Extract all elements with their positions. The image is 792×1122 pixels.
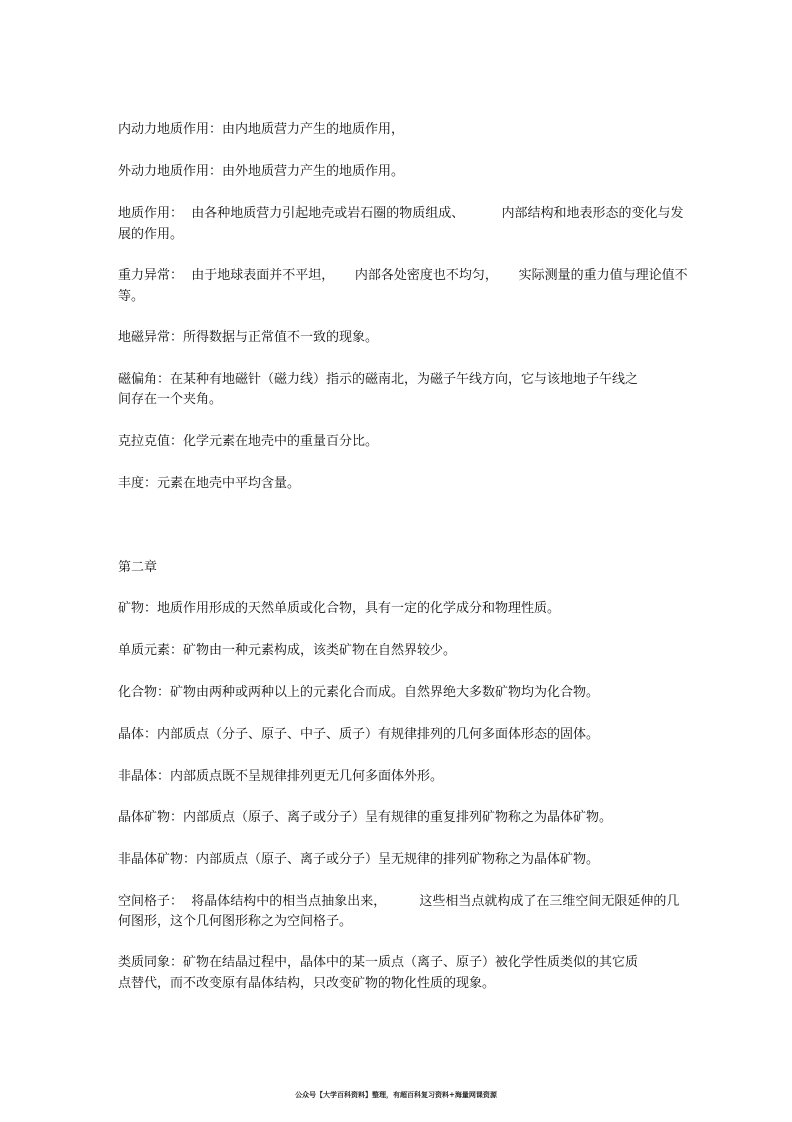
definition-line: 矿物：地质作用形成的天然单质或化合物，具有一定的化学成分和物理性质。 xyxy=(118,601,561,616)
definition-line-cont: 展的作用。 xyxy=(118,227,184,242)
definition-line: 晶体矿物：内部质点（原子、离子或分子）呈有规律的重复排列矿物称之为晶体矿物。 xyxy=(118,810,613,825)
definition-line: 克拉克值：化学元素在地壳中的重量百分比。 xyxy=(118,434,379,449)
chapter-heading: 第二章 xyxy=(118,560,158,575)
definition-line: 地质作用： 由各种地质营力引起地壳或岩石圈的物质组成、 内部结构和地表形态的变化与发 xyxy=(118,206,684,221)
definition-line: 非晶体：内部质点既不呈规律排列更无几何多面体外形。 xyxy=(118,769,444,784)
definition-line: 单质元素：矿物由一种元素构成，该类矿物在自然界较少。 xyxy=(118,643,457,658)
definition-line: 重力异常： 由于地球表面并不平坦， 内部各处密度也不均匀， 实际测量的重力值与理论值不 xyxy=(118,268,688,283)
definition-line-cont: 间存在一个夹角。 xyxy=(118,392,223,407)
page-footer: 公众号【大学百科资料】整理，有超百科复习资料+海量网课资源 xyxy=(295,1090,497,1099)
definition-line: 丰度：元素在地壳中平均含量。 xyxy=(118,476,301,491)
definition-line: 内动力地质作用：由内地质营力产生的地质作用， xyxy=(118,122,405,137)
definition-line: 外动力地质作用：由外地质营力产生的地质作用。 xyxy=(118,164,405,179)
definition-line: 非晶体矿物：内部质点（原子、离子或分子）呈无规律的排列矿物称之为晶体矿物。 xyxy=(118,852,600,867)
definition-line: 类质同象：矿物在结晶过程中，晶体中的某一质点（离子、原子）被化学性质类似的其它质 xyxy=(118,955,639,970)
definition-line: 化合物：矿物由两种或两种以上的元素化合而成。自然界绝大多数矿物均为化合物。 xyxy=(118,685,600,700)
definition-line: 空间格子： 将晶体结构中的相当点抽象出来， 这些相当点就构成了在三维空间无限延伸的几 xyxy=(118,894,680,909)
definition-line: 地磁异常：所得数据与正常值不一致的现象。 xyxy=(118,330,379,345)
definition-line-cont: 等。 xyxy=(118,289,145,304)
definition-line: 晶体：内部质点（分子、原子、中子、质子）有规律排列的几何多面体形态的固体。 xyxy=(118,727,600,742)
definition-line-cont: 点替代，而不改变原有晶体结构，只改变矿物的物化性质的现象。 xyxy=(118,976,496,991)
definition-line-cont: 何图形，这个几何图形称之为空间格子。 xyxy=(118,914,353,929)
definition-line: 磁偏角：在某种有地磁针（磁力线）指示的磁南北，为磁子午线方向，它与该地地子午线之 xyxy=(118,372,639,387)
